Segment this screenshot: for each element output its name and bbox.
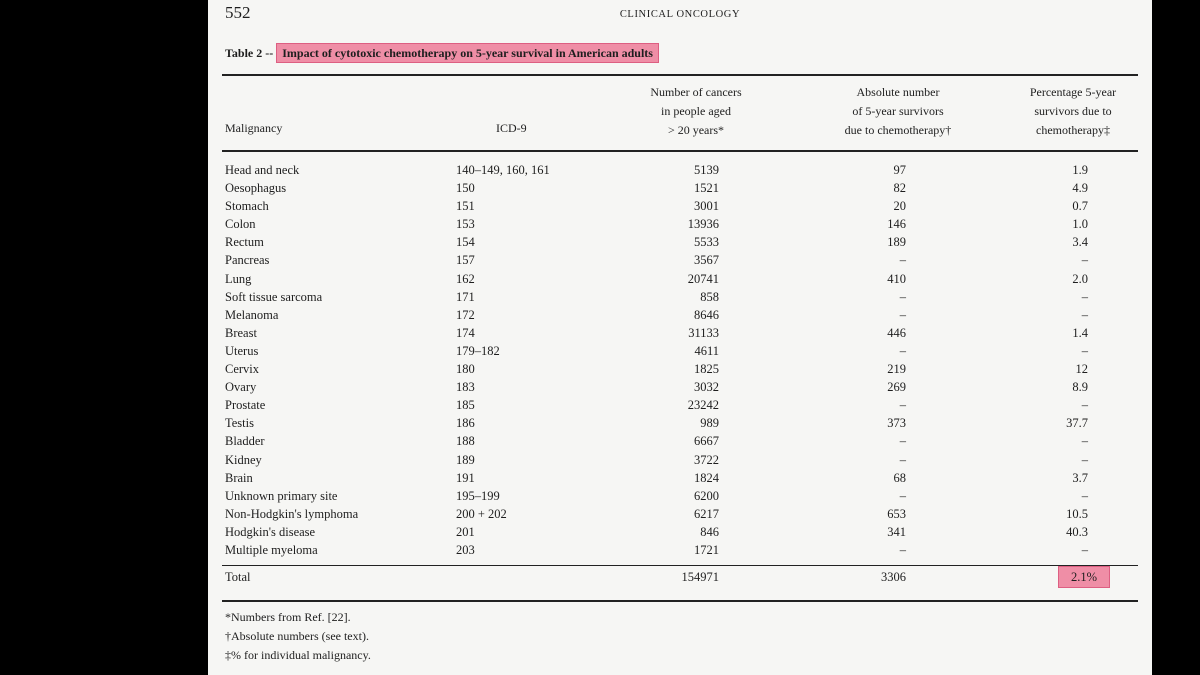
table-row — [208, 197, 1152, 215]
table-row — [208, 414, 1152, 432]
cell-number: 6217 — [694, 506, 719, 521]
cell-absolute: 189 — [887, 235, 906, 250]
cell-percent: 37.7 — [1066, 416, 1088, 431]
header-absolute — [788, 83, 1008, 140]
header-percentage-line: survivors due to — [1034, 104, 1112, 118]
header-absolute-line: Absolute number — [856, 85, 940, 99]
cell-absolute: 82 — [893, 181, 906, 196]
footnotes — [225, 608, 371, 665]
cell-number: 3722 — [694, 452, 719, 467]
table-row — [208, 233, 1152, 251]
table-total-row — [208, 567, 1152, 587]
cell-number: 989 — [700, 416, 719, 431]
cell-absolute: 269 — [887, 380, 906, 395]
cell-number: 1521 — [694, 181, 719, 196]
cell-percent: 40.3 — [1066, 524, 1088, 539]
header-rule — [222, 150, 1138, 152]
cell-percent: – — [1081, 307, 1088, 322]
cell-number: 6667 — [694, 434, 719, 449]
table-row — [208, 288, 1152, 306]
cell-malignancy: Multiple myeloma — [225, 542, 318, 557]
cell-absolute: – — [899, 343, 906, 358]
cell-malignancy: Hodgkin's disease — [225, 524, 316, 539]
cell-malignancy: Uterus — [225, 343, 259, 358]
cell-malignancy: Unknown primary site — [225, 488, 338, 503]
cell-absolute: – — [899, 289, 906, 304]
cell-number: 5139 — [694, 163, 719, 177]
page-header — [225, 3, 1135, 27]
cell-absolute: 68 — [893, 470, 906, 485]
cell-percent: – — [1081, 434, 1088, 449]
footnote: *Numbers from Ref. [22]. — [225, 610, 351, 624]
cell-icd: 191 — [456, 470, 475, 485]
cell-malignancy: Ovary — [225, 380, 257, 395]
cell-percent: 0.7 — [1072, 199, 1088, 214]
footnote: ‡% for individual malignancy. — [225, 648, 371, 662]
cell-absolute: 653 — [887, 506, 906, 521]
cell-percent: 2.0 — [1072, 271, 1088, 286]
cell-malignancy: Lung — [225, 271, 252, 286]
cell-number: 1824 — [694, 470, 719, 485]
header-malignancy: Malignancy — [225, 121, 283, 135]
cell-number: 13936 — [687, 217, 719, 232]
table-row — [208, 324, 1152, 342]
cell-number: 6200 — [694, 488, 719, 503]
header-percentage-line: chemotherapy‡ — [1036, 123, 1110, 137]
caption-title-highlighted: Impact of cytotoxic chemotherapy on 5-year survival in American adults — [276, 43, 659, 63]
cell-percent: 1.4 — [1072, 325, 1088, 340]
cell-icd: 203 — [456, 542, 475, 557]
cell-malignancy: Breast — [225, 325, 257, 340]
cell-absolute: – — [899, 542, 906, 557]
cell-malignancy: Brain — [225, 470, 253, 485]
header-absolute-line: due to chemotherapy† — [844, 123, 952, 137]
table-row — [208, 161, 1152, 179]
cell-icd: 180 — [456, 362, 475, 377]
table-top-rule — [222, 74, 1138, 76]
cell-icd: 189 — [456, 452, 475, 467]
cell-icd: 183 — [456, 380, 475, 395]
cell-absolute: 410 — [887, 271, 906, 286]
cell-malignancy: Head and neck — [225, 163, 300, 177]
header-absolute-line: of 5-year survivors — [852, 104, 944, 118]
cell-absolute: 146 — [887, 217, 906, 232]
cell-number: 1825 — [694, 362, 719, 377]
cell-malignancy: Prostate — [225, 398, 266, 413]
cell-number: 3001 — [694, 199, 719, 214]
cell-percent: 1.0 — [1072, 217, 1088, 232]
total-rule — [222, 565, 1138, 566]
cell-percent: 4.9 — [1072, 181, 1088, 196]
cell-malignancy: Cervix — [225, 362, 260, 377]
cell-icd: 162 — [456, 271, 475, 286]
cell-icd: 179–182 — [456, 343, 500, 358]
table-row — [208, 360, 1152, 378]
cell-absolute: – — [899, 452, 906, 467]
cell-icd: 151 — [456, 199, 475, 214]
cell-malignancy: Melanoma — [225, 307, 279, 322]
cell-percent: 1.9 — [1072, 163, 1088, 177]
cell-icd: 153 — [456, 217, 475, 232]
cell-malignancy: Testis — [225, 416, 254, 431]
cell-number: 1721 — [694, 542, 719, 557]
cell-icd: 172 — [456, 307, 475, 322]
table-row — [208, 251, 1152, 269]
table-row — [208, 487, 1152, 505]
cell-percent: – — [1081, 452, 1088, 467]
header-number — [608, 83, 784, 140]
cell-absolute: – — [899, 434, 906, 449]
table-row — [208, 505, 1152, 523]
journal-title: CLINICAL ONCOLOGY — [619, 9, 741, 20]
cell-absolute: 20 — [893, 199, 906, 214]
table-row — [208, 432, 1152, 450]
table-row — [208, 469, 1152, 487]
cell-percent: – — [1081, 343, 1088, 358]
cell-icd: 185 — [456, 398, 475, 413]
cell-icd: 188 — [456, 434, 475, 449]
cell-number: 846 — [700, 524, 719, 539]
header-number-line: Number of cancers — [650, 85, 742, 99]
total-absolute: 3306 — [881, 570, 906, 584]
cell-malignancy: Pancreas — [225, 253, 270, 268]
total-percent: 2.1% — [1070, 570, 1098, 584]
total-number: 154971 — [681, 570, 719, 584]
table-row — [208, 179, 1152, 197]
page-number: 552 — [225, 3, 251, 22]
cell-absolute: – — [899, 253, 906, 268]
cell-number: 5533 — [694, 235, 719, 250]
cell-icd: 171 — [456, 289, 475, 304]
table-row — [208, 541, 1152, 559]
cell-absolute: 341 — [887, 524, 906, 539]
cell-percent: – — [1081, 398, 1088, 413]
cell-number: 8646 — [694, 307, 719, 322]
cell-percent: 12 — [1075, 362, 1088, 377]
total-label: Total — [225, 570, 251, 584]
cell-percent: – — [1081, 289, 1088, 304]
table-row — [208, 306, 1152, 324]
journal-page — [208, 0, 1152, 675]
cell-absolute: 97 — [893, 163, 906, 177]
header-percentage-line: Percentage 5-year — [1029, 85, 1117, 99]
cell-icd: 140–149, 160, 161 — [456, 163, 550, 177]
cell-malignancy: Stomach — [225, 199, 269, 214]
cell-absolute: – — [899, 488, 906, 503]
cell-number: 4611 — [694, 343, 719, 358]
cell-icd: 200 + 202 — [456, 506, 507, 521]
table-row — [208, 523, 1152, 541]
header-icd: ICD-9 — [496, 121, 527, 135]
cell-absolute: 373 — [887, 416, 906, 431]
cell-malignancy: Soft tissue sarcoma — [225, 289, 323, 304]
header-number-line: > 20 years* — [667, 123, 725, 137]
cell-percent: 8.9 — [1072, 380, 1088, 395]
cell-malignancy: Bladder — [225, 434, 265, 449]
cell-absolute: – — [899, 398, 906, 413]
cell-percent: – — [1081, 253, 1088, 268]
table-row — [208, 215, 1152, 233]
cell-number: 20741 — [687, 271, 719, 286]
table-row — [208, 270, 1152, 288]
cell-percent: – — [1081, 542, 1088, 557]
table-bottom-rule — [222, 600, 1138, 602]
cell-percent: 3.4 — [1072, 235, 1088, 250]
cell-icd: 157 — [456, 253, 475, 268]
cell-number: 3032 — [694, 380, 719, 395]
footnote: †Absolute numbers (see text). — [225, 629, 369, 643]
table-caption — [225, 46, 659, 61]
table-body — [208, 161, 1152, 559]
caption-label: Table 2 -- — [225, 46, 277, 60]
table-row — [208, 396, 1152, 414]
table-row — [208, 378, 1152, 396]
cell-absolute: – — [899, 307, 906, 322]
cell-icd: 195–199 — [456, 488, 500, 503]
cell-number: 31133 — [688, 325, 719, 340]
cell-percent: 3.7 — [1072, 470, 1088, 485]
header-number-line: in people aged — [661, 104, 731, 118]
cell-absolute: 446 — [887, 325, 906, 340]
cell-malignancy: Kidney — [225, 452, 262, 467]
table-row — [208, 342, 1152, 360]
header-percentage — [1003, 83, 1143, 140]
cell-malignancy: Non-Hodgkin's lymphoma — [225, 506, 359, 521]
cell-icd: 154 — [456, 235, 475, 250]
cell-malignancy: Oesophagus — [225, 181, 287, 196]
table-row — [208, 451, 1152, 469]
cell-number: 23242 — [687, 398, 719, 413]
cell-number: 3567 — [694, 253, 719, 268]
cell-icd: 186 — [456, 416, 475, 431]
cell-number: 858 — [700, 289, 719, 304]
cell-icd: 201 — [456, 524, 475, 539]
cell-icd: 150 — [456, 181, 475, 196]
cell-absolute: 219 — [887, 362, 906, 377]
cell-icd: 174 — [456, 325, 475, 340]
cell-malignancy: Rectum — [225, 235, 264, 250]
cell-malignancy: Colon — [225, 217, 256, 232]
cell-percent: – — [1081, 488, 1088, 503]
cell-percent: 10.5 — [1066, 506, 1088, 521]
